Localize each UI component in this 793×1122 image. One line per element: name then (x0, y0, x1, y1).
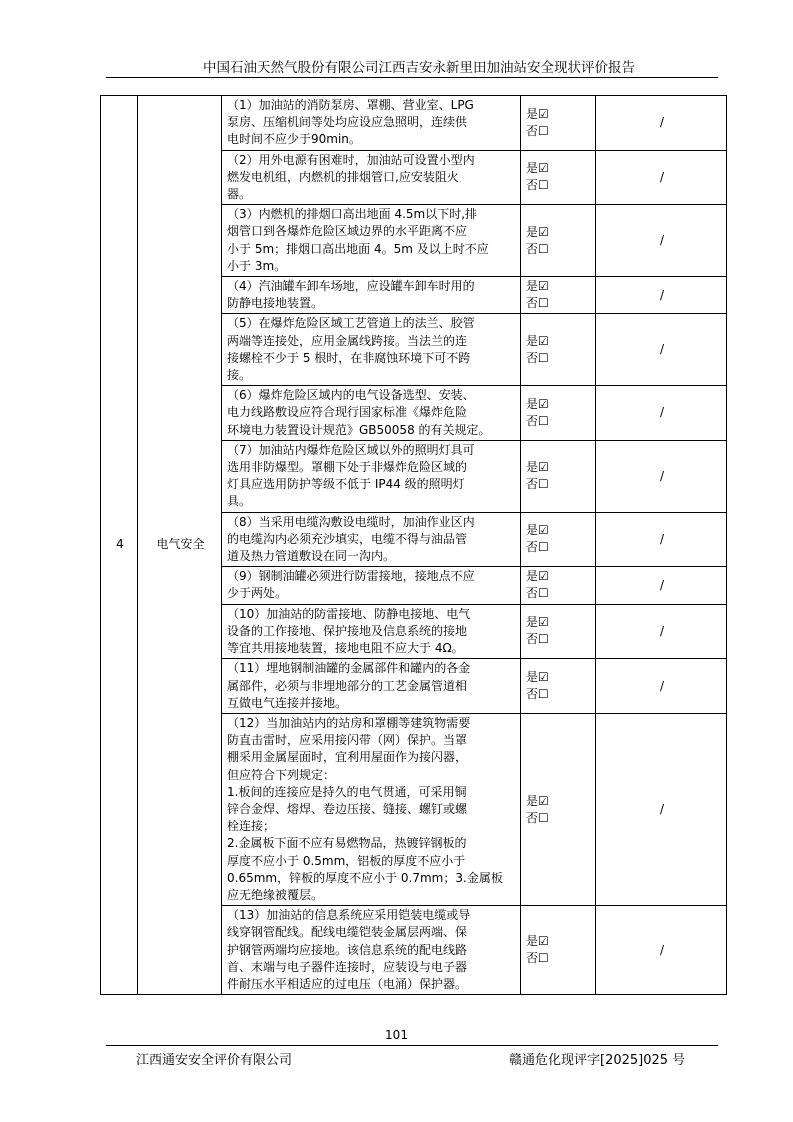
no-checkbox: 否☐ (526, 414, 549, 429)
result-cell (521, 567, 596, 604)
yes-checkbox: 是☑ (526, 615, 549, 630)
table-row (101, 96, 727, 151)
requirement-text: （1）加油站的消防泵房、罩棚、营业室、LPG 泵房、压缩机间等处均应设应急照明，连续供 电时间不应少于90min。 (227, 98, 474, 147)
requirement-cell (222, 604, 521, 659)
note-cell: / (596, 512, 727, 567)
footer-divider (106, 1045, 718, 1046)
requirement-text: （4）汽油罐车卸车场地，应设罐车卸车时用的 防静电接地装置。 (227, 279, 475, 311)
note-cell: / (596, 440, 727, 512)
page-header-title: 中国石油天然气股份有限公司江西吉安永新里田加油站安全现状评价报告 (203, 60, 635, 76)
section-number: 4 (101, 96, 138, 995)
no-checkbox: 否☐ (526, 350, 549, 365)
requirement-cell (222, 713, 521, 905)
evaluation-checklist-table (100, 95, 727, 995)
result-cell (521, 386, 596, 441)
result-cell (521, 277, 596, 314)
yes-checkbox: 是☑ (526, 569, 549, 584)
requirement-cell (222, 205, 521, 277)
no-checkbox: 否☐ (526, 296, 549, 311)
result-cell (521, 205, 596, 277)
note-cell: / (596, 386, 727, 441)
result-cell (521, 512, 596, 567)
footer-company: 江西通安安全评价有限公司 (136, 1053, 293, 1068)
note-cell: / (596, 713, 727, 905)
requirement-text: （2）用外电源有困难时，加油站可设置小型内 燃发电机组，内燃机的排烟管口,应安装阻火 器。 (227, 152, 475, 202)
header-divider (106, 77, 718, 78)
note-cell: / (596, 567, 727, 604)
requirement-cell (222, 150, 521, 205)
no-checkbox: 否☐ (526, 632, 549, 647)
note-cell: / (596, 659, 727, 714)
no-checkbox: 否☐ (526, 810, 549, 825)
requirement-text: （12）当加油站内的站房和罩棚等建筑物需要 防直击雷时，应采用接闪带（网）保护。当罩 棚采用金属屋面时，宜利用屋面作为接闪器， 但应符合下列规定： 1.板间的连接应是持久的电气贯通，可采用铜 锌合金焊、熔焊、卷边压接、缝接、螺钉或螺 栓连接； 2.金属板下面不应有易燃物品，热镀锌钢板的 厚度不应小于 0.5mm，铝板的厚度不应小于 0.65mm，锌板的厚度不应小于 0.7mm；3.金属板 应无绝缘被覆层。 (227, 715, 503, 902)
requirement-cell (222, 96, 521, 151)
note-cell: / (596, 314, 727, 386)
no-checkbox: 否☐ (526, 951, 549, 966)
requirement-cell (222, 567, 521, 604)
yes-checkbox: 是☑ (526, 460, 549, 475)
no-checkbox: 否☐ (526, 178, 549, 193)
footer-doc-number: 赣通危化现评字[2025]025 号 (509, 1053, 686, 1068)
requirement-text: （10）加油站的防雷接地、防静电接地、电气 设备的工作接地、保护接地及信息系统的接地 等宜共用接地装置，接地电阻不应大于 4Ω。 (227, 606, 471, 656)
requirement-text: （7）加油站内爆炸危险区域以外的照明灯具可 选用非防爆型。罩棚下处于非爆炸危险区域的 灯具应选用防护等级不低于 IP44 级的照明灯 具。 (227, 442, 475, 509)
yes-checkbox: 是☑ (526, 523, 549, 538)
note-cell: / (596, 277, 727, 314)
requirement-text: （3）内燃机的排烟口高出地面 4.5m以下时,排 烟管口到各爆炸危险区域边界的水平距离不应 小于 5m；排烟口高出地面 4。5m 及以上时不应 小于 3m。 (227, 207, 489, 273)
requirement-cell (222, 659, 521, 714)
requirement-cell (222, 314, 521, 386)
result-cell (521, 150, 596, 205)
result-cell (521, 314, 596, 386)
no-checkbox: 否☐ (526, 123, 549, 138)
yes-checkbox: 是☑ (526, 279, 549, 294)
yes-checkbox: 是☑ (526, 161, 549, 176)
yes-checkbox: 是☑ (526, 793, 549, 808)
note-cell: / (596, 150, 727, 205)
table-body (101, 96, 727, 995)
requirement-text: （13）加油站的信息系统应采用铠装电缆或导 线穿钢管配线。配线电缆铠装金属层两端、保 护钢管两端均应接地。该信息系统的配电线路 首、末端与电子器件连接时，应装设与电子器 件耐压水平相适应的过电压（电涌）保护器。 (227, 908, 471, 991)
requirement-text: （11）埋地钢制油罐的金属部件和罐内的各金 属部件，必须与非埋地部分的工艺金属管道相 互做电气连接并接地。 (227, 661, 471, 710)
result-cell (521, 659, 596, 714)
yes-checkbox: 是☑ (526, 397, 549, 412)
result-cell (521, 440, 596, 512)
no-checkbox: 否☐ (526, 241, 549, 256)
requirement-text: （5）在爆炸危险区域工艺管道上的法兰、胶管 两端等连接处，应用金属线跨接。当法兰的连 接螺栓不少于 5 根时，在非腐蚀环境下可不跨 接。 (227, 316, 475, 383)
yes-checkbox: 是☑ (526, 224, 549, 239)
requirement-cell (222, 440, 521, 512)
yes-checkbox: 是☑ (526, 333, 549, 348)
requirement-text: （8）当采用电缆沟敷设电缆时，加油作业区内 的电缆沟内必须充沙填实，电缆不得与油品管 道及热力管道敷设在同一沟内。 (227, 514, 475, 564)
note-cell: / (596, 205, 727, 277)
result-cell (521, 96, 596, 151)
requirement-cell (222, 512, 521, 567)
requirement-cell (222, 906, 521, 995)
page-number: 101 (385, 1028, 408, 1042)
note-cell: / (596, 906, 727, 995)
result-cell (521, 713, 596, 905)
requirement-text: （9）钢制油罐必须进行防雷接地，接地点不应 少于两处。 (227, 569, 475, 601)
result-cell (521, 604, 596, 659)
requirement-text: （6）爆炸危险区域内的电气设备选型、安装、 电力线路敷设应符合现行国家标准《爆炸危险 环境电力装置设计规范》GB50058 的有关规定。 (227, 388, 491, 437)
result-cell (521, 906, 596, 995)
yes-checkbox: 是☑ (526, 934, 549, 949)
requirement-cell (222, 277, 521, 314)
note-cell: / (596, 604, 727, 659)
category-label: 电气安全 (138, 96, 222, 995)
no-checkbox: 否☐ (526, 477, 549, 492)
yes-checkbox: 是☑ (526, 106, 549, 121)
no-checkbox: 否☐ (526, 540, 549, 555)
no-checkbox: 否☐ (526, 687, 549, 702)
no-checkbox: 否☐ (526, 586, 549, 601)
requirement-cell (222, 386, 521, 441)
note-cell: / (596, 96, 727, 151)
yes-checkbox: 是☑ (526, 670, 549, 685)
